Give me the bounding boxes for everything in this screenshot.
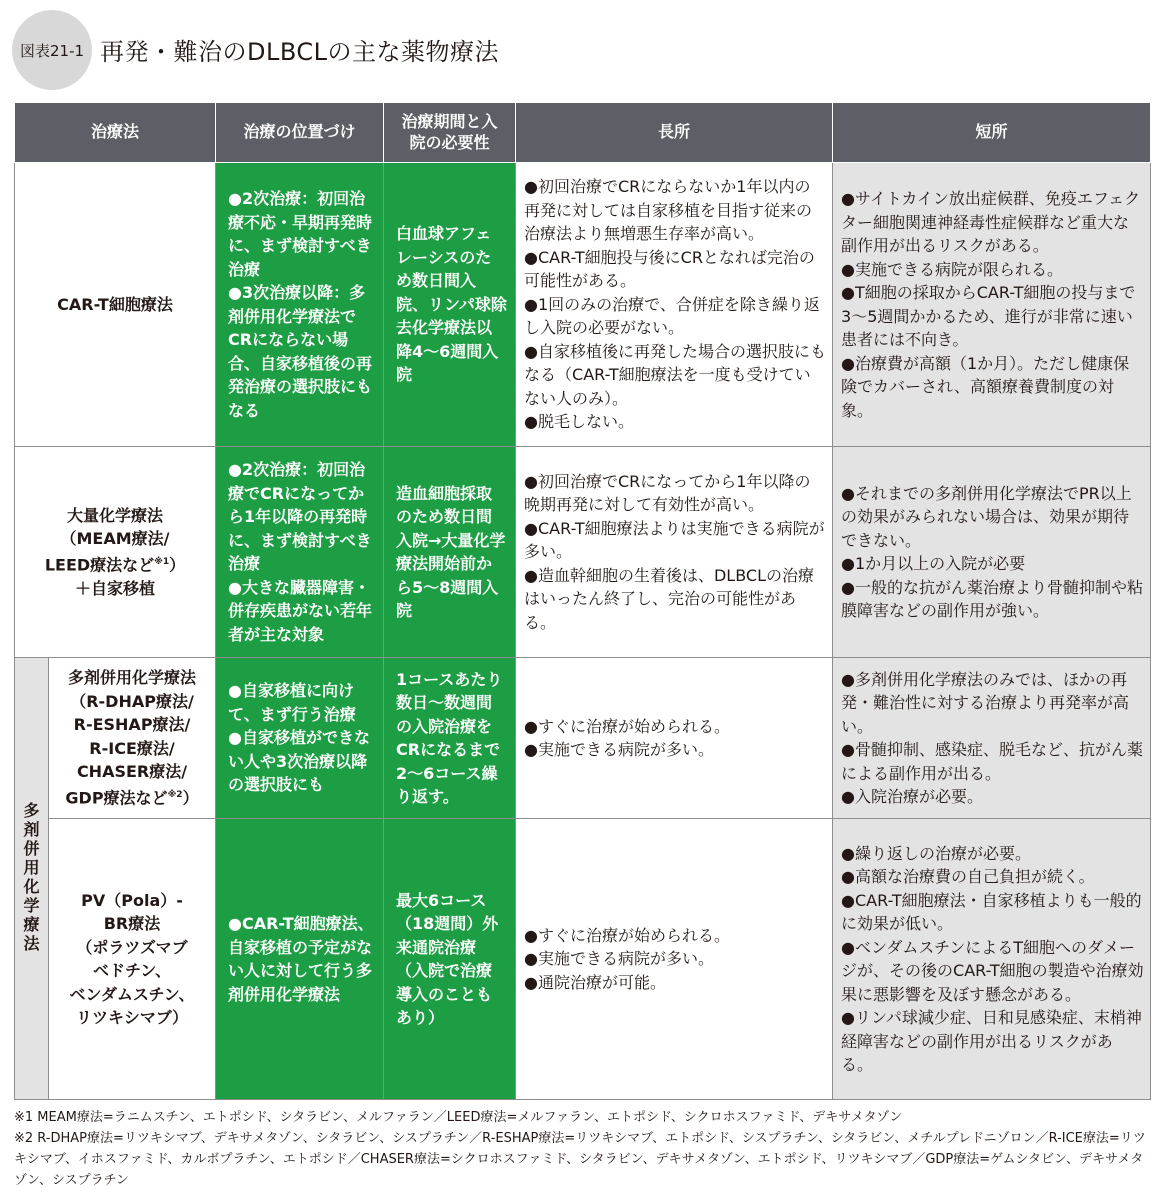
- position-cell: [216, 658, 384, 819]
- position-item: ●2次治療：初回治療でCRになってから1年以降の再発時に、まず検討すべき治療: [228, 460, 372, 573]
- demerit-item: ●CAR-T細胞療法・自家移植よりも一般的に効果が低い。: [841, 890, 1142, 933]
- demerit-item: ●1か月以上の入院が必要: [841, 554, 1026, 573]
- table-row: [15, 163, 1151, 447]
- header-demerits: 短所: [833, 103, 1151, 163]
- demerit-item: ●リンパ球減少症、日和見感染症、末梢神経障害などの副作用が出るリスクがある。: [841, 1008, 1142, 1074]
- demerit-item: ●入院治療が必要。: [841, 787, 983, 806]
- header-merits: 長所: [516, 103, 833, 163]
- period-cell: 最大6コース（18週間）外来通院治療（入院で治療導入のこともあり）: [384, 819, 516, 1100]
- demerit-item: ●実施できる病院が限られる。: [841, 259, 1063, 279]
- therapy-name: CAR-T細胞療法: [15, 163, 216, 447]
- demerits-cell: [833, 447, 1151, 658]
- group-label-cell: [15, 658, 49, 1100]
- merit-item: ●CAR-T細胞療法よりは実施できる病院が多い。: [524, 518, 825, 562]
- merit-item: ●自家移植後に再発した場合の選択肢にもなる（CAR-T細胞療法を一度も受けていない人のみ）。: [524, 341, 826, 408]
- demerit-item: ●治療費が高額（1か月）。ただし健康保険でカバーされ、高額療養費制度の対象。: [841, 353, 1130, 420]
- demerit-item: ●繰り返しの治療が必要。: [841, 843, 1031, 863]
- footnote-2: ※2 R-DHAP療法=リツキシマブ、デキサメタゾン、シタラビン、シスプラチン／R-ESHAP療法=リツキシマブ、エトポシド、シスプラチン、シタラビン、メチルプレドニゾロン／R-ICE療法=リツキシマブ、イホスファミド、カルボプラチン、エトポシド／CHASER療法=シクロホスファミド、シタラビン、デキサメタゾン、エトポシド、リツキシマブ／GDP療法=ゲムシタビン、デキサメタゾン、シスプラチン: [14, 1131, 1146, 1188]
- position-item: ●2次治療：初回治療不応・早期再発時に、まず検討すべき治療: [228, 189, 373, 279]
- merits-cell: [516, 658, 833, 819]
- demerit-item: ●それまでの多剤併用化学療法でPR以上の効果がみられない場合は、効果が期待できない。: [841, 483, 1132, 550]
- position-item: ●CAR-T細胞療法、自家移植の予定がない人に対して行う多剤併用化学療法: [228, 914, 374, 1004]
- merit-item: ●実施できる病院が多い。: [524, 740, 714, 759]
- footnote-ref: ※1: [154, 556, 170, 567]
- demerit-item: ●ベンダムスチンによるT細胞へのダメージが、その後のCAR-T細胞の製造や治療効果に悪影響を及ぼす懸念がある。: [841, 937, 1144, 1004]
- position-cell: [216, 819, 384, 1100]
- demerit-item: ●一般的な抗がん薬治療より骨髄抑制や粘膜障害などの副作用が強い。: [841, 577, 1143, 620]
- period-cell: 1コースあたり数日～数週間の入院治療をCRになるまで2～6コース繰り返す。: [384, 658, 516, 819]
- footnotes: [14, 1107, 1156, 1191]
- merit-item: ●実施できる病院が多い。: [524, 949, 714, 969]
- therapy-name: PV（Pola）- BR療法 （ポラツズマブ ベドチン、 ベンダムスチン、 リツキシマブ）: [49, 819, 216, 1100]
- therapy-name: 多剤併用化学療法 （R-DHAP療法/ R-ESHAP療法/ R-ICE療法/ CHASER療法/ GDP療法など$^{※2}$）: [49, 658, 216, 819]
- merits-cell: [516, 447, 833, 658]
- merits-cell: [516, 163, 833, 447]
- footnote-1: ※1 MEAM療法=ラニムスチン、エトポシド、シタラビン、メルファラン／LEED療法=メルファラン、エトポシド、シクロホスファミド、デキサメタゾン: [14, 1110, 903, 1125]
- footnote-ref: ※2: [167, 789, 183, 800]
- merit-item: ●造血幹細胞の生着後は、DLBCLの治療はいったん終了し、完治の可能性がある。: [524, 565, 814, 632]
- demerit-item: ●サイトカイン放出症候群、免疫エフェクター細胞関連神経毒性症候群など重大な副作用が出るリスクがある。: [841, 189, 1141, 255]
- position-item: ●自家移植ができない人や3次治療以降の選択肢にも: [228, 728, 370, 795]
- table-row: [15, 658, 1151, 819]
- table-row: [15, 819, 1151, 1100]
- merit-item: ●すぐに治療が始められる。: [524, 716, 730, 736]
- therapy-name: 大量化学療法 （MEAM療法/ LEED療法など$^{※1}$） ＋自家移植: [15, 447, 216, 658]
- header-position: 治療の位置づけ: [216, 103, 384, 163]
- merit-item: ●初回治療でCRにならないか1年以内の再発に対しては自家移植を目指す従来の治療法より無増悪生存率が高い。: [524, 177, 813, 244]
- merit-item: ●脱毛しない。: [524, 412, 634, 432]
- figure-label: 図表21-1: [20, 42, 85, 60]
- position-item: ●大きな臓器障害・併存疾患がない若年者が主な対象: [228, 577, 373, 644]
- demerits-cell: [833, 658, 1151, 819]
- merit-item: ●通院治療が可能。: [524, 972, 666, 992]
- period-cell: 白血球アフェレーシスのため数日間入院、リンパ球除去化学療法以降4～6週間入院: [384, 163, 516, 447]
- table-header-row: [15, 103, 1151, 163]
- merit-item: ●すぐに治療が始められる。: [524, 925, 730, 945]
- merit-item: ●1回のみの治療で、合併症を除き繰り返し入院の必要がない。: [524, 294, 820, 338]
- demerits-cell: [833, 819, 1151, 1100]
- position-cell: [216, 447, 384, 658]
- header-period: 治療期間と入院の必要性: [384, 103, 516, 163]
- demerit-item: ●T細胞の採取からCAR-T細胞の投与まで3～5週間かかるため、進行が非常に速い患者には不向き。: [841, 283, 1136, 349]
- table-row: [15, 447, 1151, 658]
- demerits-cell: [833, 163, 1151, 447]
- header-therapy: 治療法: [15, 103, 216, 163]
- merits-cell: [516, 819, 833, 1100]
- merit-item: ●初回治療でCRになってから1年以降の晩期再発に対して有効性が高い。: [524, 471, 811, 515]
- therapy-table: [14, 102, 1151, 1100]
- period-cell: 造血細胞採取のため数日間入院→大量化学療法開始前から5～8週間入院: [384, 447, 516, 658]
- merit-item: ●CAR-T細胞投与後にCRとなれば完治の可能性がある。: [524, 247, 815, 291]
- figure-title: 再発・難治のDLBCLの主な薬物療法: [100, 38, 500, 66]
- position-cell: [216, 163, 384, 447]
- figure-header: [12, 10, 1162, 90]
- demerit-item: ●骨髄抑制、感染症、脱毛など、抗がん薬による副作用が出る。: [841, 740, 1143, 783]
- demerit-item: ●高額な治療費の自己負担が続く。: [841, 867, 1095, 886]
- position-item: ●3次治療以降：多剤併用化学療法でCRにならない場合、自家移植後の再発治療の選択肢にもなる: [228, 283, 373, 420]
- demerit-item: ●多剤併用化学療法のみでは、ほかの再発・難治性に対する治療より再発率が高い。: [841, 669, 1130, 736]
- group-label: 多剤併用化学療法: [23, 801, 40, 954]
- position-item: ●自家移植に向けて、まず行う治療: [228, 681, 356, 724]
